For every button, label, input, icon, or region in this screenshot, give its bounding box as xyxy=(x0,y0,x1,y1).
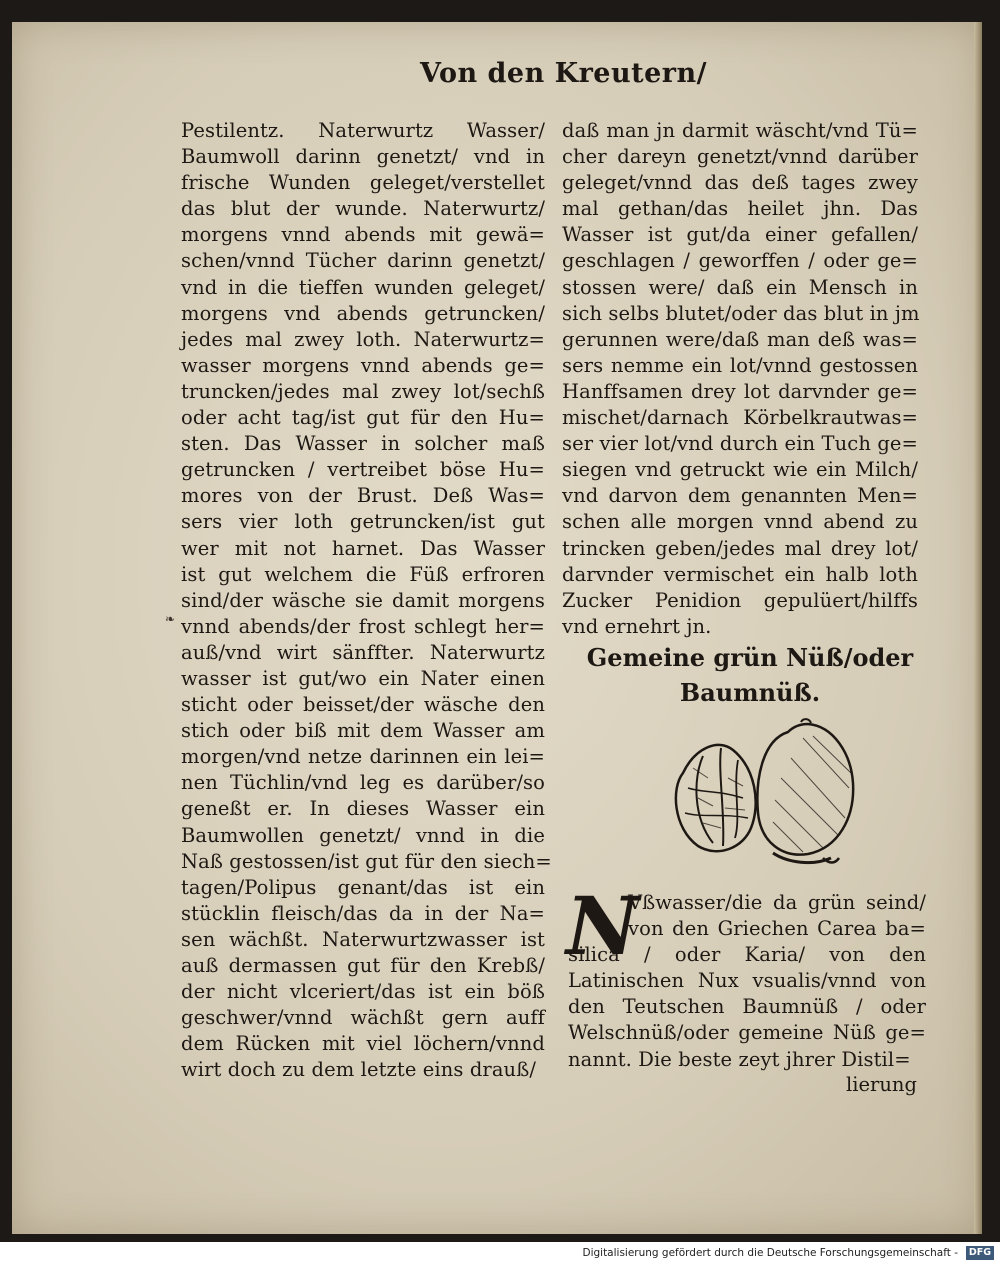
drop-cap: N xyxy=(566,879,640,973)
text-line: Vßwasser/die da grün seind/ xyxy=(628,891,926,914)
text-line: cher dareyn genetzt/vnnd darüber xyxy=(562,145,918,169)
text-line: geschlagen / geworffen / oder ge= xyxy=(562,249,918,273)
text-line: nannt. Die beste zeyt jhrer Distil= xyxy=(568,1047,911,1071)
text-line: sen wächßt. Naterwurtzwasser ist xyxy=(181,927,545,951)
text-line: stich oder biß mit dem Wasser am xyxy=(181,719,545,743)
footer-bar xyxy=(0,1242,1000,1265)
running-head: Von den Kreutern/ xyxy=(420,58,707,89)
text-line: wasser morgens vnnd abends ge= xyxy=(181,353,545,377)
text-line: wer mit not harnet. Das Wasser xyxy=(181,536,545,560)
text-line: morgens vnnd abends mit gewä= xyxy=(181,223,545,247)
text-line: sers vier loth getruncken/ist gut xyxy=(181,510,545,534)
text-line: Zucker Penidion gepulüert/hilffs xyxy=(562,588,918,612)
text-line: wasser ist gut/wo ein Nater einen xyxy=(181,666,545,690)
footer-credit-text: Digitalisierung gefördert durch die Deutsche Forschungsgemeinschaft - xyxy=(582,1247,958,1259)
text-line: schen alle morgen vnnd abend zu xyxy=(562,510,918,534)
text-line: tagen/Polipus genant/das ist ein xyxy=(181,875,545,899)
text-line: gerunnen were/daß man deß was= xyxy=(562,327,918,351)
text-line: wirt doch zu dem letzte eins drauß/ xyxy=(181,1058,537,1082)
text-line: vnd darvon dem genannten Men= xyxy=(562,484,918,508)
text-line: oder acht tag/ist gut für den Hu= xyxy=(181,406,545,430)
text-line: mores von der Brust. Deß Was= xyxy=(181,484,545,508)
text-line: auß dermassen gut für den Krebß/ xyxy=(181,954,545,977)
text-line: siegen vnd getruckt wie ein Milch/ xyxy=(562,458,918,482)
text-line: schen/vnnd Tücher darinn genetzt/ xyxy=(181,249,545,273)
text-line: ser vier lot/vnd durch ein Tuch ge= xyxy=(562,432,918,456)
text-line: jedes mal zwey loth. Naterwurtz= xyxy=(181,327,545,351)
section-heading-line-2: Baumnüß. xyxy=(679,678,821,707)
text-line: Hanffsamen drey lot darvnder ge= xyxy=(562,379,918,403)
text-line: vnd in die tieffen wunden geleget/ xyxy=(181,275,545,299)
text-line: morgens vnd abends getruncken/ xyxy=(181,301,545,325)
text-line: sich selbs blutet/oder das blut in jm xyxy=(562,301,920,325)
walnut-green-right xyxy=(757,724,853,855)
text-line: vnd ernehrt jn. xyxy=(562,614,712,638)
text-line: Welschnüß/oder gemeine Nüß ge= xyxy=(568,1021,926,1045)
text-line: silica / oder Karia/ von den xyxy=(568,943,926,967)
walnut-woodcut-illustration xyxy=(663,718,863,868)
text-line: nen Tüchlin/vnd leg es darüber/so xyxy=(181,771,545,795)
right-text-column-top xyxy=(562,118,918,640)
dfg-logo: DFG xyxy=(966,1246,994,1260)
text-line: geneßt er. In dieses Wasser ein xyxy=(181,797,545,821)
text-line: sticht oder beisset/der wäsche den xyxy=(181,693,545,717)
text-line: daß man jn darmit wäscht/vnd Tü= xyxy=(562,119,918,142)
text-line: dem Rücken mit viel löchern/vnnd xyxy=(181,1032,545,1056)
text-line: Baumwoll darinn genetzt/ vnd in xyxy=(181,145,545,169)
text-line: mischet/darnach Körbelkrautwas= xyxy=(562,406,918,430)
text-line: vnnd abends/der frost schlegt her= xyxy=(181,614,545,638)
text-line: sers nemme ein lot/vnnd gestossen xyxy=(562,353,918,377)
text-line: frische Wunden geleget/verstellet xyxy=(181,171,545,195)
text-line: auß/vnd wirt sänffter. Naterwurtz xyxy=(181,640,545,664)
walnut-shell-left xyxy=(676,745,756,851)
text-line: der nicht vlceriert/das ist ein böß xyxy=(181,980,545,1004)
section-heading xyxy=(580,640,920,710)
text-line: darvnder vermischet ein halb loth xyxy=(562,562,918,586)
text-line: geleget/vnnd das deß tages zwey xyxy=(562,171,918,195)
text-line: den Teutschen Baumnüß / oder xyxy=(568,995,926,1019)
text-line: mal gethan/das heilet jhn. Das xyxy=(562,197,918,221)
text-line: Baumwollen genetzt/ vnnd in die xyxy=(181,823,545,847)
text-line: morgen/vnd netze darinnen ein lei= xyxy=(181,745,545,769)
text-line: getruncken / vertreibet böse Hu= xyxy=(181,458,545,482)
catchword: lierung xyxy=(846,1073,917,1096)
section-heading-line-1: Gemeine grün Nüß/oder xyxy=(586,643,914,672)
right-text-column-bottom xyxy=(566,879,926,1073)
text-line: Naß gestossen/ist gut für den siech= xyxy=(181,849,552,873)
text-line: stossen were/ daß ein Mensch in xyxy=(562,275,918,299)
text-line: Wasser ist gut/da einer gefallen/ xyxy=(562,223,918,247)
text-line: Latinischen Nux vsualis/vnnd von xyxy=(568,969,926,993)
text-line: sind/der wäsche sie damit morgens xyxy=(181,588,545,612)
text-line: sten. Das Wasser in solcher maß xyxy=(181,432,545,456)
text-line: stücklin fleisch/das da in der Na= xyxy=(181,901,545,925)
text-line: von den Griechen Carea ba= xyxy=(628,917,926,941)
text-line: trincken geben/jedes mal drey lot/ xyxy=(562,536,918,560)
margin-mark-icon: ❧ xyxy=(165,612,176,626)
text-line: das blut der wunde. Naterwurtz/ xyxy=(181,197,545,221)
text-line: truncken/jedes mal zwey lot/sechß xyxy=(181,379,545,403)
text-line: Pestilentz. Naterwurtz Wasser/ xyxy=(181,119,545,142)
text-line: ist gut welchem die Füß erfroren xyxy=(181,562,545,586)
left-text-column xyxy=(181,118,552,1083)
text-line: geschwer/vnnd wächßt gern auff xyxy=(181,1006,545,1030)
